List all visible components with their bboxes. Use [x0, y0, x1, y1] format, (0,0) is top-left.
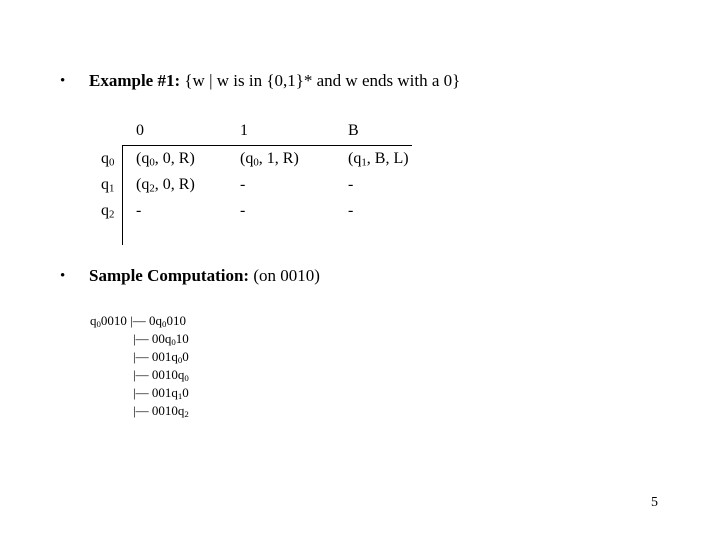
column-header-0: 0 [136, 122, 144, 139]
table-cell: - [240, 176, 246, 193]
sample-description: (on 0010) [253, 266, 320, 285]
table-cell: - [348, 202, 354, 219]
table-cell: - [136, 202, 142, 219]
column-header-1: 1 [240, 122, 248, 139]
table-cell: - [240, 202, 246, 219]
bullet: • [60, 268, 66, 284]
state-q1: $q_1$ [101, 176, 115, 195]
table-cell: ($q_1$, B, L) [348, 150, 409, 169]
table-cell: ($q_0$, 0, R) [136, 150, 195, 169]
example-description: {w | w is in {0,1}* and w ends with a 0} [184, 71, 461, 90]
example-label: Example #1: [89, 71, 181, 90]
table-state-rule [122, 145, 123, 245]
example-heading [89, 71, 460, 91]
table-cell: ($q_2$, 0, R) [136, 176, 195, 195]
sample-label: Sample Computation: [89, 266, 250, 285]
sample-heading [89, 266, 320, 286]
state-q0: $q_0$ [101, 150, 115, 169]
computation-step: |— $0010q_0$ [133, 367, 189, 384]
computation-step: $q_00010$ |— $0q_0010$ [90, 313, 186, 330]
table-header-rule [122, 145, 412, 146]
page-number: 5 [651, 495, 658, 510]
computation-step: |— $00q_010$ [133, 331, 189, 348]
table-cell: - [348, 176, 354, 193]
bullet: • [60, 73, 66, 89]
column-header-B: B [348, 122, 359, 139]
state-q2: $q_2$ [101, 202, 115, 221]
computation-step: |— $001q_10$ [133, 385, 189, 402]
computation-step: |— $001q_00$ [133, 349, 189, 366]
table-cell: ($q_0$, 1, R) [240, 150, 299, 169]
computation-step: |— $0010q_2$ [133, 403, 189, 420]
